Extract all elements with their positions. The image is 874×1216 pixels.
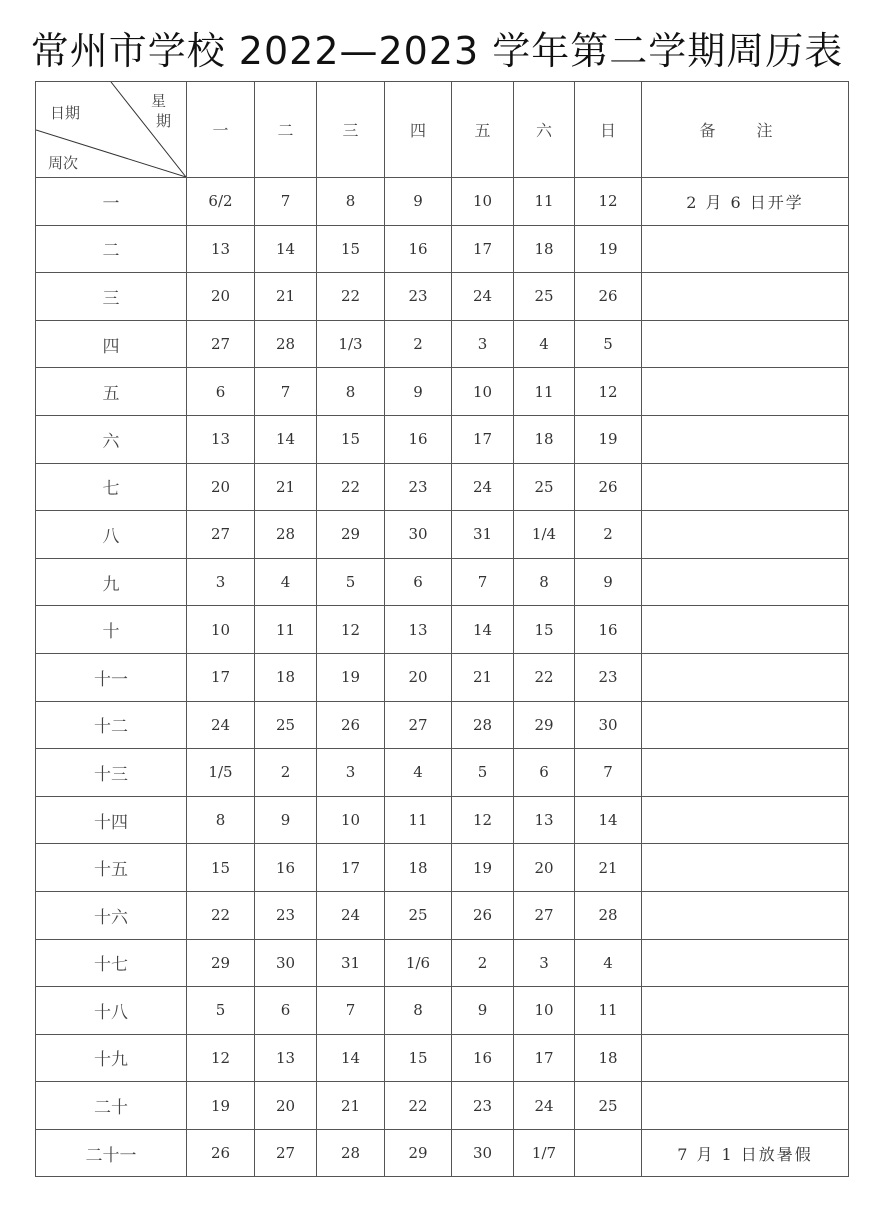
date-cell: 6 xyxy=(385,558,452,606)
date-cell: 26 xyxy=(187,1129,255,1177)
date-cell: 16 xyxy=(385,225,452,273)
note-cell xyxy=(642,225,849,273)
date-cell: 18 xyxy=(385,844,452,892)
week-number-cell: 十一 xyxy=(36,653,187,701)
table-row xyxy=(36,225,849,273)
date-cell: 4 xyxy=(255,558,317,606)
week-number-cell: 六 xyxy=(36,415,187,463)
date-cell: 5 xyxy=(317,558,385,606)
date-cell: 7 xyxy=(452,558,514,606)
corner-date-label: 日期 xyxy=(50,104,81,122)
date-cell: 17 xyxy=(452,225,514,273)
table-row xyxy=(36,891,849,939)
date-cell: 7 xyxy=(255,368,317,416)
day-header: 一 xyxy=(187,82,255,178)
date-cell: 4 xyxy=(385,749,452,797)
date-cell: 6 xyxy=(187,368,255,416)
note-cell xyxy=(642,415,849,463)
date-cell: 4 xyxy=(514,320,575,368)
date-cell: 30 xyxy=(452,1129,514,1177)
table-row xyxy=(36,606,849,654)
date-cell: 22 xyxy=(317,273,385,321)
date-cell: 14 xyxy=(575,796,642,844)
date-cell: 13 xyxy=(385,606,452,654)
date-cell: 18 xyxy=(514,415,575,463)
date-cell: 27 xyxy=(514,891,575,939)
day-header: 六 xyxy=(514,82,575,178)
date-cell: 15 xyxy=(385,1034,452,1082)
date-cell: 25 xyxy=(385,891,452,939)
day-header: 日 xyxy=(575,82,642,178)
date-cell: 9 xyxy=(452,987,514,1035)
note-cell xyxy=(642,511,849,559)
date-cell: 6 xyxy=(514,749,575,797)
week-number-cell: 七 xyxy=(36,463,187,511)
date-cell: 8 xyxy=(317,178,385,226)
note-cell xyxy=(642,653,849,701)
date-cell: 10 xyxy=(187,606,255,654)
date-cell: 23 xyxy=(255,891,317,939)
date-cell: 24 xyxy=(187,701,255,749)
day-header: 三 xyxy=(317,82,385,178)
date-cell: 19 xyxy=(575,225,642,273)
date-cell: 17 xyxy=(187,653,255,701)
table-row xyxy=(36,749,849,797)
date-cell: 26 xyxy=(575,463,642,511)
week-number-cell: 十五 xyxy=(36,844,187,892)
date-cell: 25 xyxy=(575,1082,642,1130)
date-cell: 26 xyxy=(452,891,514,939)
date-cell: 2 xyxy=(385,320,452,368)
date-cell: 28 xyxy=(255,320,317,368)
date-cell: 7 xyxy=(255,178,317,226)
week-number-cell: 十三 xyxy=(36,749,187,797)
date-cell: 16 xyxy=(385,415,452,463)
date-cell: 8 xyxy=(317,368,385,416)
date-cell: 28 xyxy=(575,891,642,939)
date-cell: 30 xyxy=(575,701,642,749)
week-number-cell: 十九 xyxy=(36,1034,187,1082)
note-cell xyxy=(642,891,849,939)
day-header: 五 xyxy=(452,82,514,178)
date-cell: 1/3 xyxy=(317,320,385,368)
date-cell: 22 xyxy=(385,1082,452,1130)
note-cell xyxy=(642,1034,849,1082)
date-cell: 2 xyxy=(452,939,514,987)
week-number-cell: 十六 xyxy=(36,891,187,939)
date-cell: 8 xyxy=(385,987,452,1035)
date-cell: 21 xyxy=(452,653,514,701)
date-cell: 4 xyxy=(575,939,642,987)
date-cell: 23 xyxy=(575,653,642,701)
week-calendar-table xyxy=(35,81,849,1177)
date-cell: 23 xyxy=(385,463,452,511)
date-cell: 27 xyxy=(385,701,452,749)
date-cell: 31 xyxy=(452,511,514,559)
date-cell: 24 xyxy=(514,1082,575,1130)
date-cell: 17 xyxy=(317,844,385,892)
date-cell: 9 xyxy=(385,368,452,416)
date-cell: 21 xyxy=(575,844,642,892)
week-number-cell: 十七 xyxy=(36,939,187,987)
table-row xyxy=(36,178,849,226)
date-cell xyxy=(575,1129,642,1177)
date-cell: 14 xyxy=(317,1034,385,1082)
date-cell: 2 xyxy=(255,749,317,797)
calendar-body xyxy=(36,178,849,1177)
date-cell: 24 xyxy=(317,891,385,939)
note-cell xyxy=(642,606,849,654)
table-row xyxy=(36,273,849,321)
date-cell: 16 xyxy=(575,606,642,654)
table-row xyxy=(36,701,849,749)
table-row xyxy=(36,320,849,368)
week-number-cell: 十四 xyxy=(36,796,187,844)
date-cell: 3 xyxy=(187,558,255,606)
week-number-cell: 十二 xyxy=(36,701,187,749)
note-cell: 2 月 6 日开学 xyxy=(642,178,849,226)
date-cell: 1/7 xyxy=(514,1129,575,1177)
corner-qi-label: 期 xyxy=(156,112,172,130)
date-cell: 10 xyxy=(317,796,385,844)
date-cell: 20 xyxy=(514,844,575,892)
date-cell: 13 xyxy=(187,415,255,463)
table-row xyxy=(36,844,849,892)
header-row xyxy=(36,82,849,178)
date-cell: 9 xyxy=(255,796,317,844)
date-cell: 16 xyxy=(452,1034,514,1082)
date-cell: 12 xyxy=(575,368,642,416)
note-cell xyxy=(642,796,849,844)
note-cell xyxy=(642,987,849,1035)
date-cell: 24 xyxy=(452,273,514,321)
date-cell: 5 xyxy=(575,320,642,368)
week-number-cell: 五 xyxy=(36,368,187,416)
date-cell: 15 xyxy=(317,415,385,463)
date-cell: 21 xyxy=(255,463,317,511)
date-cell: 21 xyxy=(255,273,317,321)
date-cell: 9 xyxy=(575,558,642,606)
note-cell xyxy=(642,368,849,416)
date-cell: 14 xyxy=(255,415,317,463)
date-cell: 30 xyxy=(255,939,317,987)
date-cell: 12 xyxy=(187,1034,255,1082)
date-cell: 8 xyxy=(514,558,575,606)
date-cell: 19 xyxy=(187,1082,255,1130)
date-cell: 19 xyxy=(317,653,385,701)
date-cell: 17 xyxy=(452,415,514,463)
table-row xyxy=(36,939,849,987)
corner-header-cell xyxy=(36,82,187,178)
date-cell: 10 xyxy=(514,987,575,1035)
date-cell: 14 xyxy=(255,225,317,273)
date-cell: 12 xyxy=(575,178,642,226)
date-cell: 25 xyxy=(514,273,575,321)
date-cell: 11 xyxy=(514,368,575,416)
date-cell: 29 xyxy=(385,1129,452,1177)
table-row xyxy=(36,1034,849,1082)
table-row xyxy=(36,987,849,1035)
date-cell: 21 xyxy=(317,1082,385,1130)
date-cell: 23 xyxy=(385,273,452,321)
note-cell xyxy=(642,558,849,606)
week-number-cell: 九 xyxy=(36,558,187,606)
date-cell: 8 xyxy=(187,796,255,844)
date-cell: 16 xyxy=(255,844,317,892)
note-cell: 7 月 1 日放暑假 xyxy=(642,1129,849,1177)
table-row xyxy=(36,463,849,511)
date-cell: 19 xyxy=(452,844,514,892)
date-cell: 26 xyxy=(317,701,385,749)
date-cell: 22 xyxy=(514,653,575,701)
table-row xyxy=(36,653,849,701)
date-cell: 11 xyxy=(514,178,575,226)
date-cell: 29 xyxy=(317,511,385,559)
table-row xyxy=(36,415,849,463)
date-cell: 11 xyxy=(255,606,317,654)
note-cell xyxy=(642,749,849,797)
date-cell: 25 xyxy=(255,701,317,749)
date-cell: 30 xyxy=(385,511,452,559)
note-cell xyxy=(642,273,849,321)
date-cell: 23 xyxy=(452,1082,514,1130)
date-cell: 12 xyxy=(317,606,385,654)
date-cell: 6/2 xyxy=(187,178,255,226)
date-cell: 11 xyxy=(385,796,452,844)
date-cell: 13 xyxy=(255,1034,317,1082)
week-number-cell: 十 xyxy=(36,606,187,654)
date-cell: 25 xyxy=(514,463,575,511)
note-cell xyxy=(642,463,849,511)
date-cell: 11 xyxy=(575,987,642,1035)
week-number-cell: 八 xyxy=(36,511,187,559)
date-cell: 12 xyxy=(452,796,514,844)
date-cell: 3 xyxy=(452,320,514,368)
note-cell xyxy=(642,1082,849,1130)
date-cell: 2 xyxy=(575,511,642,559)
date-cell: 5 xyxy=(187,987,255,1035)
corner-week-label: 周次 xyxy=(48,154,79,172)
date-cell: 31 xyxy=(317,939,385,987)
note-cell xyxy=(642,844,849,892)
table-row xyxy=(36,796,849,844)
date-cell: 10 xyxy=(452,368,514,416)
table-row xyxy=(36,511,849,559)
table-row xyxy=(36,558,849,606)
date-cell: 10 xyxy=(452,178,514,226)
date-cell: 7 xyxy=(575,749,642,797)
date-cell: 20 xyxy=(255,1082,317,1130)
week-number-cell: 二十一 xyxy=(36,1129,187,1177)
date-cell: 7 xyxy=(317,987,385,1035)
note-cell xyxy=(642,320,849,368)
date-cell: 15 xyxy=(317,225,385,273)
day-header: 四 xyxy=(385,82,452,178)
date-cell: 18 xyxy=(575,1034,642,1082)
table-row xyxy=(36,1129,849,1177)
date-cell: 28 xyxy=(317,1129,385,1177)
date-cell: 18 xyxy=(514,225,575,273)
date-cell: 9 xyxy=(385,178,452,226)
date-cell: 27 xyxy=(187,320,255,368)
date-cell: 15 xyxy=(514,606,575,654)
date-cell: 15 xyxy=(187,844,255,892)
corner-star-label: 星 xyxy=(151,92,167,110)
date-cell: 1/5 xyxy=(187,749,255,797)
week-number-cell: 十八 xyxy=(36,987,187,1035)
date-cell: 28 xyxy=(452,701,514,749)
date-cell: 1/4 xyxy=(514,511,575,559)
date-cell: 19 xyxy=(575,415,642,463)
notes-header: 备 注 xyxy=(642,82,849,178)
note-cell xyxy=(642,939,849,987)
week-number-cell: 四 xyxy=(36,320,187,368)
date-cell: 27 xyxy=(187,511,255,559)
page-title: 常州市学校 2022—2023 学年第二学期周历表 xyxy=(30,29,844,73)
date-cell: 18 xyxy=(255,653,317,701)
table-row xyxy=(36,368,849,416)
date-cell: 28 xyxy=(255,511,317,559)
date-cell: 3 xyxy=(514,939,575,987)
date-cell: 14 xyxy=(452,606,514,654)
date-cell: 26 xyxy=(575,273,642,321)
date-cell: 29 xyxy=(187,939,255,987)
date-cell: 27 xyxy=(255,1129,317,1177)
day-header: 二 xyxy=(255,82,317,178)
date-cell: 5 xyxy=(452,749,514,797)
date-cell: 20 xyxy=(187,463,255,511)
table-row xyxy=(36,1082,849,1130)
week-number-cell: 二十 xyxy=(36,1082,187,1130)
date-cell: 13 xyxy=(514,796,575,844)
date-cell: 20 xyxy=(187,273,255,321)
date-cell: 29 xyxy=(514,701,575,749)
date-cell: 24 xyxy=(452,463,514,511)
date-cell: 17 xyxy=(514,1034,575,1082)
date-cell: 3 xyxy=(317,749,385,797)
note-cell xyxy=(642,701,849,749)
date-cell: 1/6 xyxy=(385,939,452,987)
date-cell: 6 xyxy=(255,987,317,1035)
date-cell: 20 xyxy=(385,653,452,701)
week-number-cell: 二 xyxy=(36,225,187,273)
date-cell: 22 xyxy=(187,891,255,939)
week-number-cell: 三 xyxy=(36,273,187,321)
date-cell: 13 xyxy=(187,225,255,273)
week-number-cell: 一 xyxy=(36,178,187,226)
date-cell: 22 xyxy=(317,463,385,511)
